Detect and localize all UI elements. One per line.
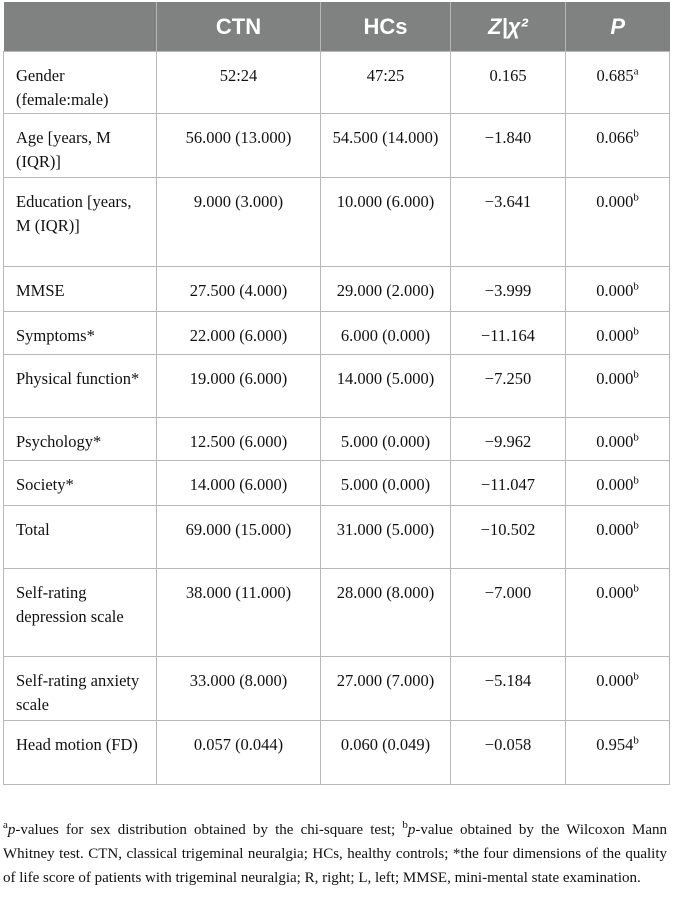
footnote-a-italic: p <box>7 822 16 838</box>
cell-p-value: 0.000 <box>596 369 634 388</box>
header-row <box>4 2 670 52</box>
cell-statistic <box>451 506 566 569</box>
cell-hcs-value: 31.000 (5.000) <box>336 520 435 539</box>
cell-p <box>566 657 670 721</box>
cell-p-value: 0.685 <box>596 66 634 85</box>
table-row <box>4 52 670 114</box>
row-label-value: Society* <box>16 475 74 494</box>
p-footnote-marker: b <box>633 474 639 487</box>
cell-p <box>566 418 670 461</box>
table-row <box>4 506 670 569</box>
cell-hcs <box>321 267 451 312</box>
cell-statistic <box>451 52 566 114</box>
cell-hcs <box>321 355 451 418</box>
cell-statistic-value: −7.250 <box>484 369 532 388</box>
p-footnote-marker: b <box>633 280 639 293</box>
cell-p <box>566 569 670 657</box>
cell-hcs-value: 6.000 (0.000) <box>340 326 431 345</box>
cell-ctn-value: 12.500 (6.000) <box>189 432 288 451</box>
footnote-b-text: -value obtained by the Wilcoxon Mann Whitney test. CTN, classical trigeminal neuralgia; HCs, healthy controls; *the four dimensions of the quality of life score of patients with trigeminal neuralgia; R, right; L, left; MMSE, mini-mental state examination. <box>3 822 667 886</box>
cell-statistic <box>451 461 566 506</box>
cell-ctn <box>157 114 321 178</box>
row-label-value: Education [years, M (IQR)] <box>16 192 132 235</box>
cell-p <box>566 312 670 355</box>
cell-statistic-value: −11.047 <box>480 475 536 494</box>
header-ctn: CTN <box>157 2 321 52</box>
cell-ctn-value: 22.000 (6.000) <box>189 326 288 345</box>
demographics-table <box>3 2 670 785</box>
cell-ctn <box>157 52 321 114</box>
cell-ctn-value: 0.057 (0.044) <box>193 735 284 754</box>
cell-p-value: 0.000 <box>596 475 634 494</box>
cell-hcs-value: 14.000 (5.000) <box>336 369 435 388</box>
row-label-value: Physical function* <box>16 369 140 388</box>
cell-statistic <box>451 569 566 657</box>
cell-hcs-value: 29.000 (2.000) <box>336 281 435 300</box>
cell-statistic-value: 0.165 <box>489 66 527 85</box>
cell-hcs <box>321 178 451 267</box>
cell-p-value: 0.066 <box>596 128 634 147</box>
cell-p <box>566 461 670 506</box>
footnote-b-italic: p <box>407 822 416 838</box>
cell-statistic-value: −7.000 <box>484 583 532 602</box>
table-row <box>4 657 670 721</box>
cell-p-value: 0.000 <box>596 192 634 211</box>
p-footnote-marker: b <box>633 368 639 381</box>
cell-statistic-value: −1.840 <box>484 128 532 147</box>
cell-hcs <box>321 461 451 506</box>
demographics-table-container <box>3 2 669 785</box>
cell-p-value: 0.000 <box>596 326 634 345</box>
cell-statistic <box>451 721 566 785</box>
cell-statistic <box>451 114 566 178</box>
header-statistic: Z|χ² <box>451 2 566 52</box>
cell-p-value: 0.000 <box>596 520 634 539</box>
cell-ctn-value: 9.000 (3.000) <box>193 192 284 211</box>
cell-hcs <box>321 569 451 657</box>
footnote-a-marker: a <box>3 819 8 831</box>
cell-ctn <box>157 178 321 267</box>
cell-ctn <box>157 267 321 312</box>
row-label <box>4 312 157 355</box>
cell-ctn <box>157 721 321 785</box>
cell-hcs-value: 47:25 <box>366 66 405 85</box>
cell-statistic-value: −10.502 <box>480 520 536 539</box>
cell-ctn <box>157 461 321 506</box>
table-header <box>4 2 670 52</box>
row-label-value: Total <box>16 520 50 539</box>
cell-ctn <box>157 506 321 569</box>
cell-ctn-value: 69.000 (15.000) <box>185 520 292 539</box>
cell-hcs <box>321 52 451 114</box>
row-label-value: MMSE <box>16 281 65 300</box>
cell-hcs <box>321 721 451 785</box>
row-label-value: Age [years, M (IQR)] <box>16 128 111 171</box>
table-row <box>4 312 670 355</box>
cell-p-value: 0.954 <box>596 735 634 754</box>
row-label <box>4 52 157 114</box>
p-footnote-marker: b <box>633 582 639 595</box>
table-row <box>4 461 670 506</box>
cell-hcs <box>321 312 451 355</box>
cell-hcs-value: 28.000 (8.000) <box>336 583 435 602</box>
cell-ctn <box>157 418 321 461</box>
cell-hcs-value: 0.060 (0.049) <box>340 735 431 754</box>
row-label-value: Self-rating anxiety scale <box>16 671 140 714</box>
cell-statistic <box>451 418 566 461</box>
footnote-b-marker: b <box>402 819 408 831</box>
cell-ctn-value: 27.500 (4.000) <box>189 281 288 300</box>
cell-hcs-value: 10.000 (6.000) <box>336 192 435 211</box>
cell-ctn-value: 14.000 (6.000) <box>189 475 288 494</box>
table-footnote <box>3 818 667 890</box>
table-row <box>4 569 670 657</box>
cell-statistic <box>451 355 566 418</box>
cell-p <box>566 721 670 785</box>
row-label <box>4 178 157 267</box>
cell-p-value: 0.000 <box>596 281 634 300</box>
footnote-a-text: -values for sex distribution obtained by the chi-square test; <box>15 822 403 838</box>
row-label <box>4 418 157 461</box>
cell-statistic-value: −9.962 <box>484 432 532 451</box>
cell-statistic <box>451 267 566 312</box>
cell-statistic-value: −5.184 <box>484 671 532 690</box>
row-label <box>4 267 157 312</box>
cell-hcs <box>321 114 451 178</box>
row-label-value: Head motion (FD) <box>16 735 138 754</box>
cell-p <box>566 52 670 114</box>
row-label <box>4 461 157 506</box>
cell-hcs <box>321 418 451 461</box>
cell-p <box>566 506 670 569</box>
header-blank <box>4 2 157 52</box>
row-label <box>4 569 157 657</box>
header-p: P <box>566 2 670 52</box>
cell-statistic <box>451 312 566 355</box>
p-footnote-marker: b <box>633 670 639 683</box>
row-label <box>4 657 157 721</box>
cell-statistic-value: −3.999 <box>484 281 532 300</box>
p-footnote-marker: b <box>633 431 639 444</box>
row-label <box>4 506 157 569</box>
table-row <box>4 178 670 267</box>
p-footnote-marker: b <box>633 325 639 338</box>
row-label-value: Gender (female:male) <box>16 66 109 109</box>
cell-hcs-value: 5.000 (0.000) <box>340 475 431 494</box>
table-row <box>4 267 670 312</box>
cell-statistic-value: −0.058 <box>484 735 532 754</box>
row-label <box>4 721 157 785</box>
header-hcs: HCs <box>321 2 451 52</box>
cell-statistic-value: −3.641 <box>484 192 532 211</box>
row-label <box>4 114 157 178</box>
p-footnote-marker: b <box>633 519 639 532</box>
table-row <box>4 721 670 785</box>
p-footnote-marker: a <box>633 65 639 78</box>
cell-p <box>566 178 670 267</box>
cell-hcs-value: 27.000 (7.000) <box>336 671 435 690</box>
cell-hcs-value: 54.500 (14.000) <box>332 128 439 147</box>
cell-ctn <box>157 569 321 657</box>
cell-statistic-value: −11.164 <box>480 326 536 345</box>
cell-p <box>566 355 670 418</box>
cell-ctn-value: 52:24 <box>219 66 258 85</box>
cell-ctn-value: 38.000 (11.000) <box>185 583 292 602</box>
cell-statistic <box>451 657 566 721</box>
cell-p-value: 0.000 <box>596 432 634 451</box>
cell-p <box>566 267 670 312</box>
cell-ctn-value: 33.000 (8.000) <box>189 671 288 690</box>
cell-p-value: 0.000 <box>596 671 634 690</box>
cell-p-value: 0.000 <box>596 583 634 602</box>
cell-ctn-value: 19.000 (6.000) <box>189 369 288 388</box>
p-footnote-marker: b <box>633 127 639 140</box>
p-footnote-marker: b <box>633 191 639 204</box>
row-label-value: Psychology* <box>16 432 102 451</box>
row-label <box>4 355 157 418</box>
table-row <box>4 114 670 178</box>
cell-hcs <box>321 506 451 569</box>
cell-hcs-value: 5.000 (0.000) <box>340 432 431 451</box>
table-row <box>4 418 670 461</box>
p-footnote-marker: b <box>633 734 639 747</box>
row-label-value: Self-rating depression scale <box>16 583 124 626</box>
row-label-value: Symptoms* <box>16 326 95 345</box>
cell-ctn <box>157 657 321 721</box>
cell-p <box>566 114 670 178</box>
table-body <box>4 52 670 785</box>
cell-ctn-value: 56.000 (13.000) <box>185 128 292 147</box>
cell-ctn <box>157 312 321 355</box>
cell-statistic <box>451 178 566 267</box>
table-row <box>4 355 670 418</box>
cell-ctn <box>157 355 321 418</box>
cell-hcs <box>321 657 451 721</box>
